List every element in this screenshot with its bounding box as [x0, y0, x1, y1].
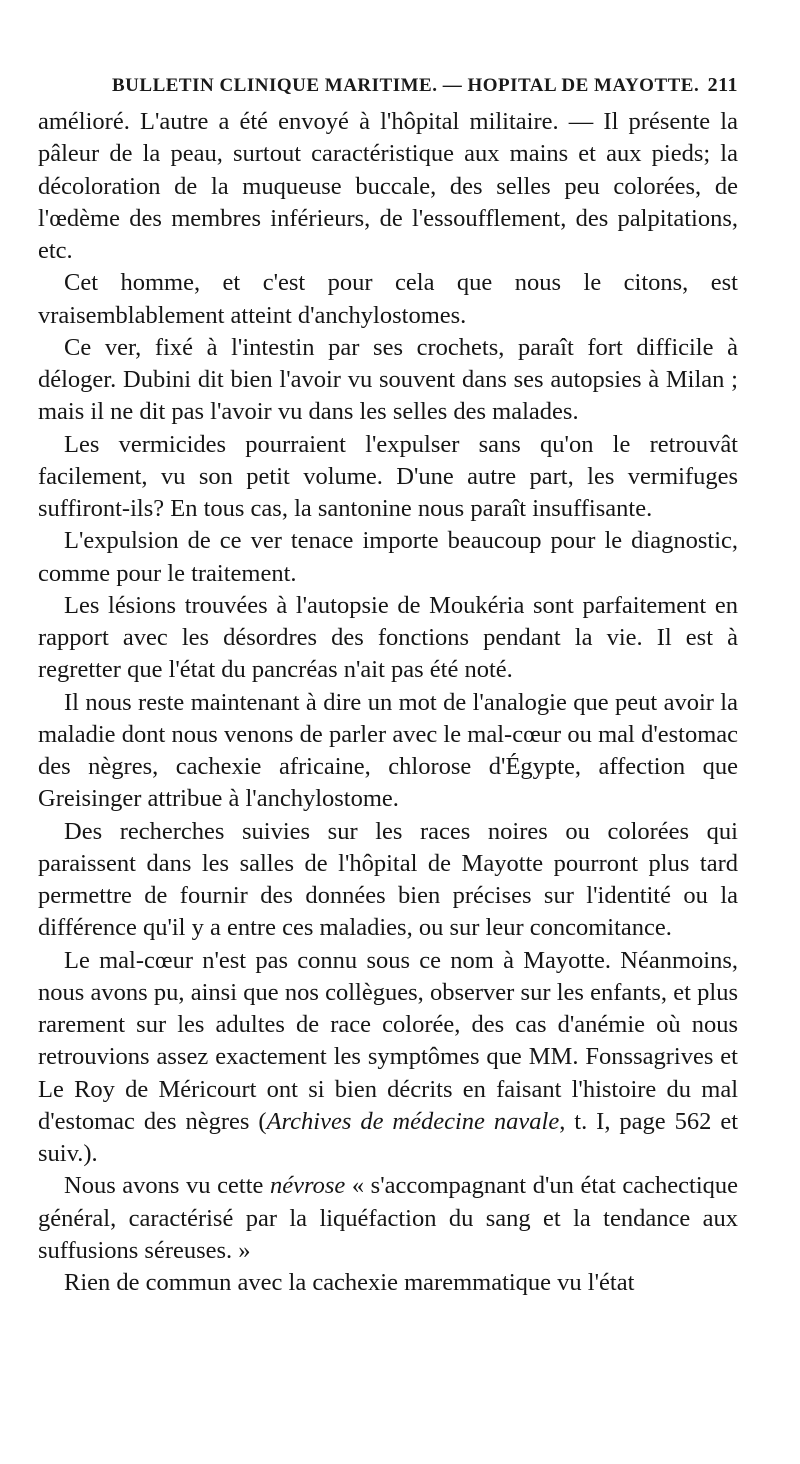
paragraph-10: Nous avons vu cette névrose « s'accompagnant d'un état cachectique général, caractérisé par la liquéfaction du sang et la tendance aux suffusions séreuses. »	[38, 1172, 739, 1264]
citation-open: (	[258, 1107, 267, 1135]
paragraph-5: L'expulsion de ce ver tenace importe beaucoup pour le diagnostic, comme pour le traitement.	[38, 527, 738, 587]
paragraph-2: Cet homme, et c'est pour cela que nous le citons, est vraisemblablement atteint d'anchylostomes.	[38, 269, 738, 329]
paragraph-9	[38, 945, 738, 1171]
citation-journal: Archives de médecine navale	[266, 1107, 560, 1135]
paragraph-1: amélioré. L'autre a été envoyé à l'hôpital militaire. — Il présente la pâleur de la peau, surtout caractéristique aux mains et aux pieds; la décoloration de la muqueuse buccale, des selles peu colorées, de l'œdème des membres inférieurs, de l'essoufflement, des palpitations, etc.	[38, 108, 738, 264]
citation-details: , t. I, page 562 et suiv.).	[38, 1107, 739, 1167]
emphasis-term: névrose	[269, 1172, 346, 1200]
paragraph-3: Ce ver, fixé à l'intestin par ses crochets, paraît fort difficile à déloger. Dubini dit bien l'avoir vu souvent dans ses autopsies à Milan ; mais il ne dit pas l'avoir vu dans les selles des malades.	[38, 333, 738, 426]
paragraph-11: Rien de commun avec la cachexie maremmatique vu l'état	[64, 1269, 635, 1296]
paragraph-8: Des recherches suivies sur les races noires ou colorées qui paraissent dans les salles de l'hôpital de Mayotte pourront plus tard permettre de fournir des données bien précises sur l'identité ou la différence qu'il y a entre ces maladies, ou sur leur concomitance.	[38, 817, 738, 942]
paragraph-6: Les lésions trouvées à l'autopsie de Moukéria sont parfaitement en rapport avec les désordres des fonctions pendant la vie. Il est à regretter que l'état du pancréas n'ait pas été noté.	[38, 591, 738, 684]
paragraph-9-text: Le mal-cœur n'est pas connu sous ce nom à Mayotte. Néanmoins, nous avons pu, ainsi que nos collègues, observer sur les enfants, et plus rarement sur les adultes de race colorée, des cas d'anémie où nous retrouvions assez exactement les symptômes que MM. Fonssagrives et Le Roy de Méricourt ont si bien décrits en faisant l'histoire du mal d'estomac des nègres	[38, 946, 738, 1135]
body-text	[38, 106, 738, 1299]
paragraph-4: Les vermicides pourraient l'expulser sans qu'on le retrouvât facilement, vu son petit volume. D'une autre part, les vermifuges suffiront-ils? En tous cas, la santonine nous paraît insuffisante.	[38, 430, 738, 522]
running-header	[112, 74, 738, 104]
page-number: 211	[707, 74, 738, 96]
paragraph-7: Il nous reste maintenant à dire un mot de l'analogie que peut avoir la maladie dont nous venons de parler avec le mal-cœur ou mal d'estomac des nègres, cachexie africaine, chlorose d'Égypte, affection que Greisinger attribue à l'anchylostome.	[38, 688, 738, 813]
running-title: BULLETIN CLINIQUE MARITIME. — HOPITAL DE MAYOTTE.	[112, 75, 700, 96]
